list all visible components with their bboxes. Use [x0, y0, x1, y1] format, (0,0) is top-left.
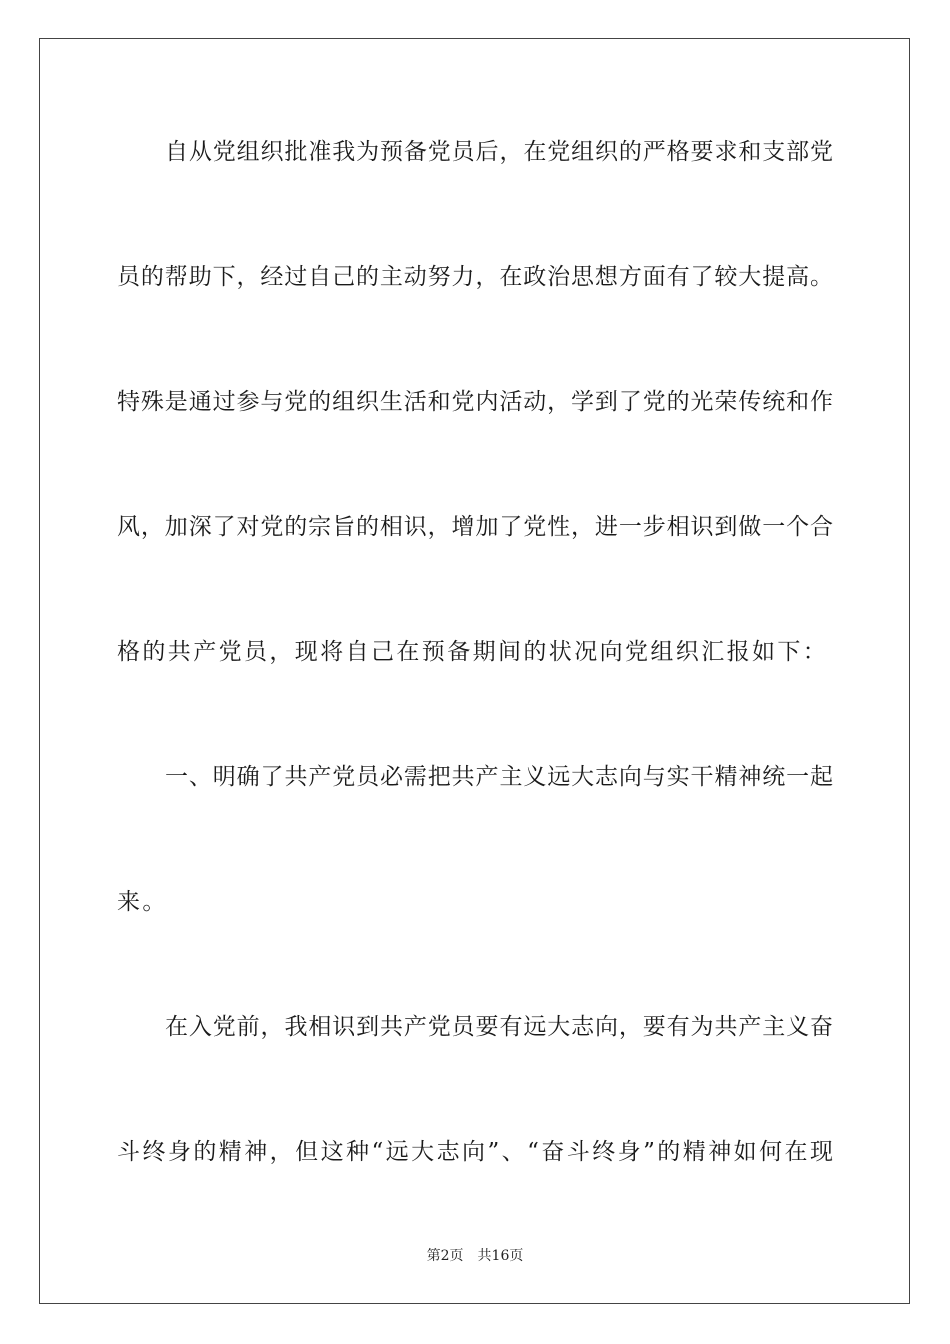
page-frame — [39, 38, 910, 1304]
text-line: 在入党前，我相识到共产党员要有远大志向，要有为共产主义奋 — [165, 1014, 833, 1040]
page-number: 第2页 — [426, 1248, 464, 1264]
text-line: 员的帮助下，经过自己的主动努力，在政治思想方面有了较大提高。 — [117, 264, 833, 290]
text-line: 一、明确了共产党员必需把共产主义远大志向与实干精神统一起 — [165, 764, 833, 790]
text-line: 特殊是通过参与党的组织生活和党内活动，学到了党的光荣传统和作 — [117, 389, 833, 415]
text-line: 来。 — [117, 889, 168, 915]
text-line: 自从党组织批准我为预备党员后，在党组织的严格要求和支部党 — [165, 139, 833, 165]
page-footer — [0, 1247, 950, 1265]
page-total: 共16页 — [477, 1248, 524, 1264]
text-line: 斗终身的精神，但这种“远大志向”、“奋斗终身”的精神如何在现 — [117, 1139, 833, 1165]
text-line: 格的共产党员，现将自己在预备期间的状况向党组织汇报如下： — [117, 639, 829, 665]
text-line: 风，加深了对党的宗旨的相识，增加了党性，进一步相识到做一个合 — [117, 514, 833, 540]
